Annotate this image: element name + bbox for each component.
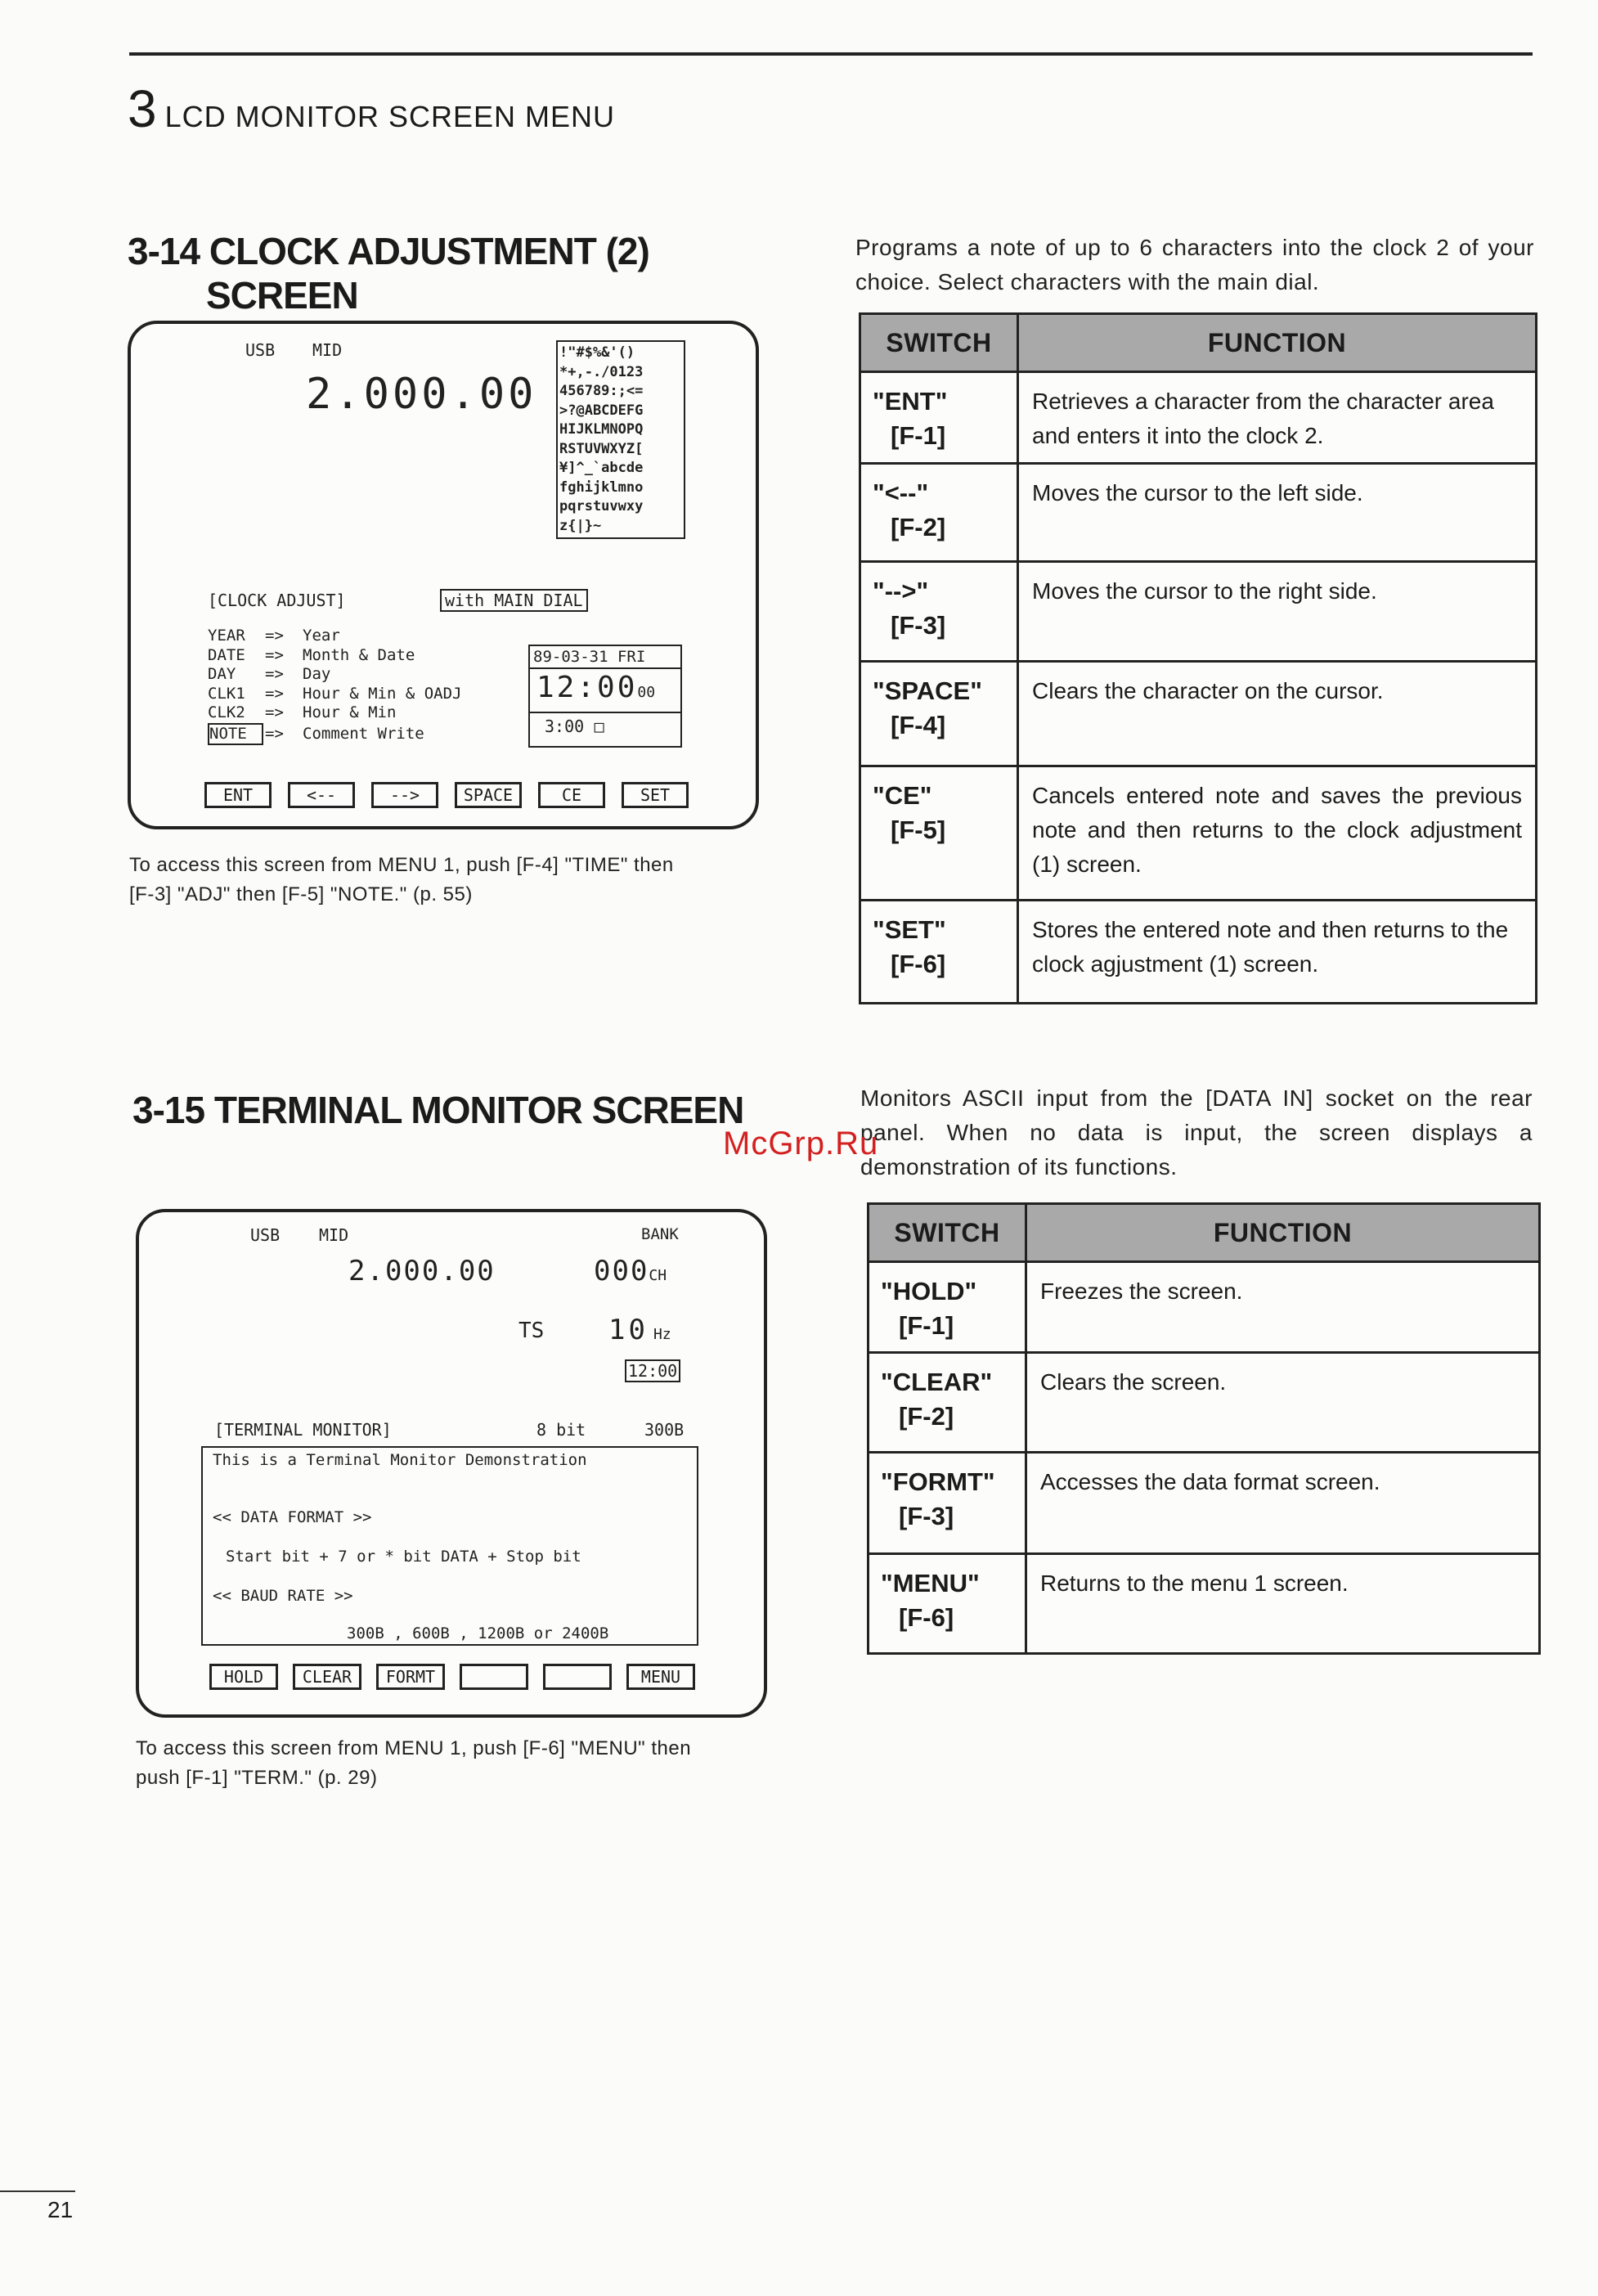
table-row bbox=[860, 901, 1537, 1004]
adjust-items-list bbox=[208, 627, 461, 745]
switch-cell bbox=[860, 464, 1018, 562]
channel-unit: CH bbox=[649, 1267, 667, 1284]
table-row bbox=[860, 766, 1537, 901]
ce-button[interactable]: CE bbox=[538, 782, 605, 808]
top-rule bbox=[129, 52, 1533, 56]
function-cell: Returns to the menu 1 screen. bbox=[1026, 1554, 1540, 1654]
caption-line: push [F-1] "TERM." (p. 29) bbox=[136, 1767, 378, 1789]
switch-name: "CE" bbox=[873, 781, 932, 810]
function-cell: Moves the cursor to the left side. bbox=[1018, 464, 1537, 562]
character-table bbox=[556, 340, 685, 539]
ent-button[interactable]: ENT bbox=[204, 782, 272, 808]
charset-row: ¥]^_`abcde bbox=[559, 460, 644, 476]
switch-cell bbox=[860, 562, 1018, 662]
charset-row: z{|}~ bbox=[559, 517, 602, 534]
function-cell: Retrieves a character from the character area and enters it into the clock 2. bbox=[1018, 372, 1537, 464]
channel-readout bbox=[594, 1255, 667, 1287]
switch-cell bbox=[860, 662, 1018, 766]
switch-cell bbox=[869, 1262, 1026, 1353]
list-item: DAY => Day bbox=[208, 665, 331, 683]
table-header bbox=[869, 1204, 1540, 1262]
section-3-14-title-line1: 3-14 CLOCK ADJUSTMENT (2) bbox=[128, 230, 649, 272]
switch-cell bbox=[869, 1554, 1026, 1654]
terminal-line: 300B , 600B , 1200B or 2400B bbox=[347, 1624, 609, 1642]
lcd-frequency: 2.000.00 bbox=[348, 1255, 496, 1287]
charset-row: >?@ABCDEFG bbox=[559, 402, 644, 419]
section-3-14-description: Programs a note of up to 6 characters into the clock 2 of your choice. Select characters with the main dial. bbox=[855, 235, 1534, 294]
charset-row: *+,-./0123 bbox=[559, 363, 644, 380]
switch-name: "-->" bbox=[873, 577, 929, 605]
switch-name: "<--" bbox=[873, 479, 929, 507]
clock-adjust-label: [CLOCK ADJUST] bbox=[208, 591, 346, 610]
switch-key: [F-1] bbox=[891, 421, 946, 450]
lcd-filter: MID bbox=[312, 340, 343, 360]
chapter-heading bbox=[128, 79, 615, 139]
list-item: CLK1 => Hour & Min & OADJ bbox=[208, 684, 462, 703]
clock2-readout bbox=[530, 713, 680, 739]
terminal-line: Start bit + 7 or * bit DATA + Stop bit bbox=[226, 1548, 581, 1566]
terminal-line: << DATA FORMAT >> bbox=[213, 1508, 372, 1526]
function-cell: Moves the cursor to the right side. bbox=[1018, 562, 1537, 662]
switch-name: "HOLD" bbox=[881, 1277, 977, 1305]
charset-row: 456789:;<= bbox=[559, 383, 644, 399]
channel-number: 000 bbox=[594, 1255, 649, 1287]
clear-button[interactable]: CLEAR bbox=[293, 1664, 361, 1690]
date-readout: 89-03-31 FRI bbox=[530, 646, 680, 669]
baud-rate: 300B bbox=[644, 1420, 685, 1440]
terminal-monitor-switch-table bbox=[867, 1202, 1541, 1655]
charset-row: fghijklmno bbox=[559, 479, 644, 496]
clock1-time: 12:00 bbox=[536, 671, 638, 704]
blank-button-5[interactable] bbox=[543, 1664, 612, 1690]
header-function: FUNCTION bbox=[1026, 1204, 1540, 1262]
switch-key: [F-6] bbox=[899, 1603, 954, 1632]
cursor-left-button[interactable]: <-- bbox=[288, 782, 355, 808]
chapter-title: LCD MONITOR SCREEN MENU bbox=[164, 100, 615, 133]
ts-value: 10 bbox=[608, 1314, 649, 1346]
table-row bbox=[860, 464, 1537, 562]
charset-row: HIJKLMNOPQ bbox=[559, 421, 644, 438]
table-header bbox=[860, 314, 1537, 372]
switch-cell bbox=[860, 766, 1018, 901]
table-row bbox=[869, 1262, 1540, 1353]
clock-adjust-switch-table bbox=[859, 312, 1537, 1004]
data-bits: 8 bit bbox=[536, 1420, 586, 1440]
chapter-number: 3 bbox=[128, 79, 157, 138]
function-cell: Freezes the screen. bbox=[1026, 1262, 1540, 1353]
ts-unit: Hz bbox=[653, 1326, 671, 1343]
switch-cell bbox=[860, 901, 1018, 1004]
switch-key: [F-1] bbox=[899, 1311, 954, 1340]
watermark: McGrp.Ru bbox=[723, 1126, 879, 1161]
set-button[interactable]: SET bbox=[622, 782, 689, 808]
list-item: DATE => Month & Date bbox=[208, 645, 415, 664]
switch-key: [F-2] bbox=[891, 513, 946, 541]
main-dial-label: with MAIN DIAL bbox=[440, 589, 588, 612]
hold-button[interactable]: HOLD bbox=[209, 1664, 278, 1690]
switch-name: "CLEAR" bbox=[881, 1368, 993, 1396]
clock-adjust-lcd-screen bbox=[128, 321, 759, 829]
blank-button-4[interactable] bbox=[460, 1664, 528, 1690]
switch-name: "FORMT" bbox=[881, 1467, 995, 1496]
function-cell: Stores the entered note and then returns to the clock agjustment (1) screen. bbox=[1018, 901, 1537, 1004]
charset-row: RSTUVWXYZ[ bbox=[559, 440, 644, 457]
clock-readout: 12:00 bbox=[625, 1359, 680, 1382]
lcd-filter: MID bbox=[319, 1225, 349, 1245]
list-item: NOTE => Comment Write bbox=[208, 723, 461, 746]
table-row bbox=[869, 1453, 1540, 1554]
switch-key: [F-4] bbox=[891, 711, 946, 739]
caption-line: [F-3] "ADJ" then [F-5] "NOTE." (p. 55) bbox=[129, 883, 473, 905]
table-row bbox=[860, 662, 1537, 766]
ts-label: TS bbox=[518, 1319, 545, 1343]
charset-row: pqrstuvwxy bbox=[559, 498, 644, 514]
charset-row: !"#$%&'() bbox=[559, 344, 635, 361]
switch-name: "MENU" bbox=[881, 1569, 980, 1597]
function-cell: Accesses the data format screen. bbox=[1026, 1453, 1540, 1554]
lcd-frequency: 2.000.00 bbox=[306, 370, 537, 419]
terminal-line: << BAUD RATE >> bbox=[213, 1587, 353, 1605]
clock-display bbox=[528, 645, 682, 748]
header-switch: SWITCH bbox=[860, 314, 1018, 372]
switch-key: [F-6] bbox=[891, 950, 946, 978]
switch-key: [F-2] bbox=[899, 1402, 954, 1431]
switch-key: [F-5] bbox=[891, 816, 946, 844]
space-button[interactable]: SPACE bbox=[455, 782, 522, 808]
lcd-mode: USB bbox=[245, 340, 276, 360]
menu-button[interactable]: MENU bbox=[626, 1664, 695, 1690]
switch-name: "SET" bbox=[873, 915, 946, 944]
section-3-15-caption bbox=[136, 1734, 774, 1793]
lcd-mode: USB bbox=[250, 1225, 281, 1245]
table-row bbox=[869, 1353, 1540, 1453]
terminal-monitor-lcd-screen bbox=[136, 1209, 767, 1718]
header-function: FUNCTION bbox=[1018, 314, 1537, 372]
cursor-right-button[interactable]: --> bbox=[371, 782, 438, 808]
function-cell: Cancels entered note and saves the previous note and then returns to the clock adjustment (1) screen. bbox=[1018, 766, 1537, 901]
section-3-15-title: 3-15 TERMINAL MONITOR SCREEN bbox=[132, 1089, 744, 1131]
note-cursor: □ bbox=[594, 717, 604, 736]
table-row bbox=[869, 1554, 1540, 1654]
section-3-14-title-line2: SCREEN bbox=[206, 274, 358, 317]
terminal-monitor-label: [TERMINAL MONITOR] bbox=[214, 1420, 392, 1440]
switch-cell bbox=[869, 1353, 1026, 1453]
table-row bbox=[860, 562, 1537, 662]
switch-cell bbox=[869, 1453, 1026, 1554]
clock2-time: 3:00 bbox=[545, 717, 585, 736]
list-item: CLK2 => Hour & Min bbox=[208, 703, 397, 721]
caption-line: To access this screen from MENU 1, push [F-4] "TIME" then bbox=[129, 854, 674, 876]
formt-button[interactable]: FORMT bbox=[376, 1664, 445, 1690]
switch-name: "ENT" bbox=[873, 387, 948, 416]
switch-name: "SPACE" bbox=[873, 676, 982, 705]
ts-readout bbox=[608, 1314, 671, 1346]
caption-line: To access this screen from MENU 1, push [F-6] "MENU" then bbox=[136, 1737, 692, 1759]
terminal-output-area bbox=[201, 1446, 698, 1646]
clock1-seconds: 00 bbox=[637, 684, 656, 701]
page-number: 21 bbox=[47, 2197, 74, 2222]
header-switch: SWITCH bbox=[869, 1204, 1026, 1262]
terminal-line: This is a Terminal Monitor Demonstration bbox=[213, 1451, 587, 1469]
function-cell: Clears the character on the cursor. bbox=[1018, 662, 1537, 766]
switch-cell bbox=[860, 372, 1018, 464]
section-3-15-description: Monitors ASCII input from the [DATA IN] socket on the rear panel. When no data is input, the screen displays a demonstration of its functions. bbox=[860, 1085, 1533, 1179]
bank-label: BANK bbox=[641, 1225, 679, 1243]
clock1-readout bbox=[530, 669, 680, 713]
section-3-14-caption bbox=[129, 851, 767, 910]
list-item: YEAR => Year bbox=[208, 627, 340, 645]
page-number-rule bbox=[0, 2190, 75, 2192]
switch-key: [F-3] bbox=[891, 611, 946, 640]
table-row bbox=[860, 372, 1537, 464]
function-cell: Clears the screen. bbox=[1026, 1353, 1540, 1453]
switch-key: [F-3] bbox=[899, 1502, 954, 1530]
section-3-14-title bbox=[128, 229, 649, 317]
